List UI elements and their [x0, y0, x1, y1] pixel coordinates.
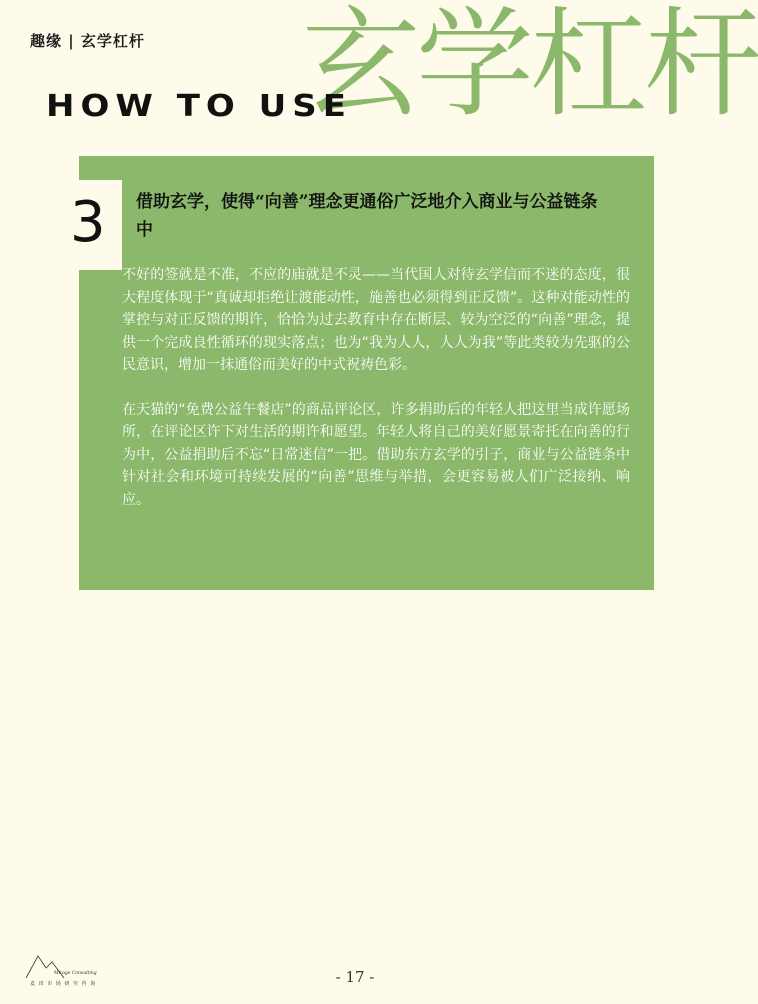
big-title: 玄学杠杆 [302, 0, 758, 133]
how-to-use-heading: HOW TO USE [46, 88, 352, 124]
page-number: - 17 - [335, 968, 375, 986]
card-body [122, 264, 630, 533]
section-tag: 趣缘 | 玄学杠杆 [30, 32, 145, 50]
logo-script: Mirage Consulting [54, 971, 97, 976]
body-paragraph: 不好的签就是不准，不应的庙就是不灵——当代国人对待玄学信而不迷的态度，很大程度体现于“真诚却拒绝让渡能动性，施善也必须得到正反馈”。这种对能动性的掌控与对正反馈的期许，恰恰为过去教育中存在断层、较为空泛的“向善”理念，提供一个完成良性循环的现实落点；也为“我为人人，人人为我”等此类较为先驱的公民意识，增加一抹通俗而美好的中式祝祷色彩。 [122, 267, 630, 373]
item-number: 3 [70, 190, 106, 255]
body-paragraph: 在天猫的“免费公益午餐店”的商品评论区，许多捐助后的年轻人把这里当成许愿场所，在评论区许下对生活的期许和愿望。年轻人将自己的美好愿景寄托在向善的行为中，公益捐助后不忘“日常迷信”一把。借助东方玄学的引子，商业与公益链条中针对社会和环境可持续发展的“向善”思维与举措，会更容易被人们广泛接纳、响应。 [122, 401, 630, 508]
logo-text: 麦 田 市 场 研 究 咨 询 [30, 981, 97, 987]
card-headline: 借助玄学，使得“向善”理念更通俗广泛地介入商业与公益链条中 [136, 192, 598, 240]
